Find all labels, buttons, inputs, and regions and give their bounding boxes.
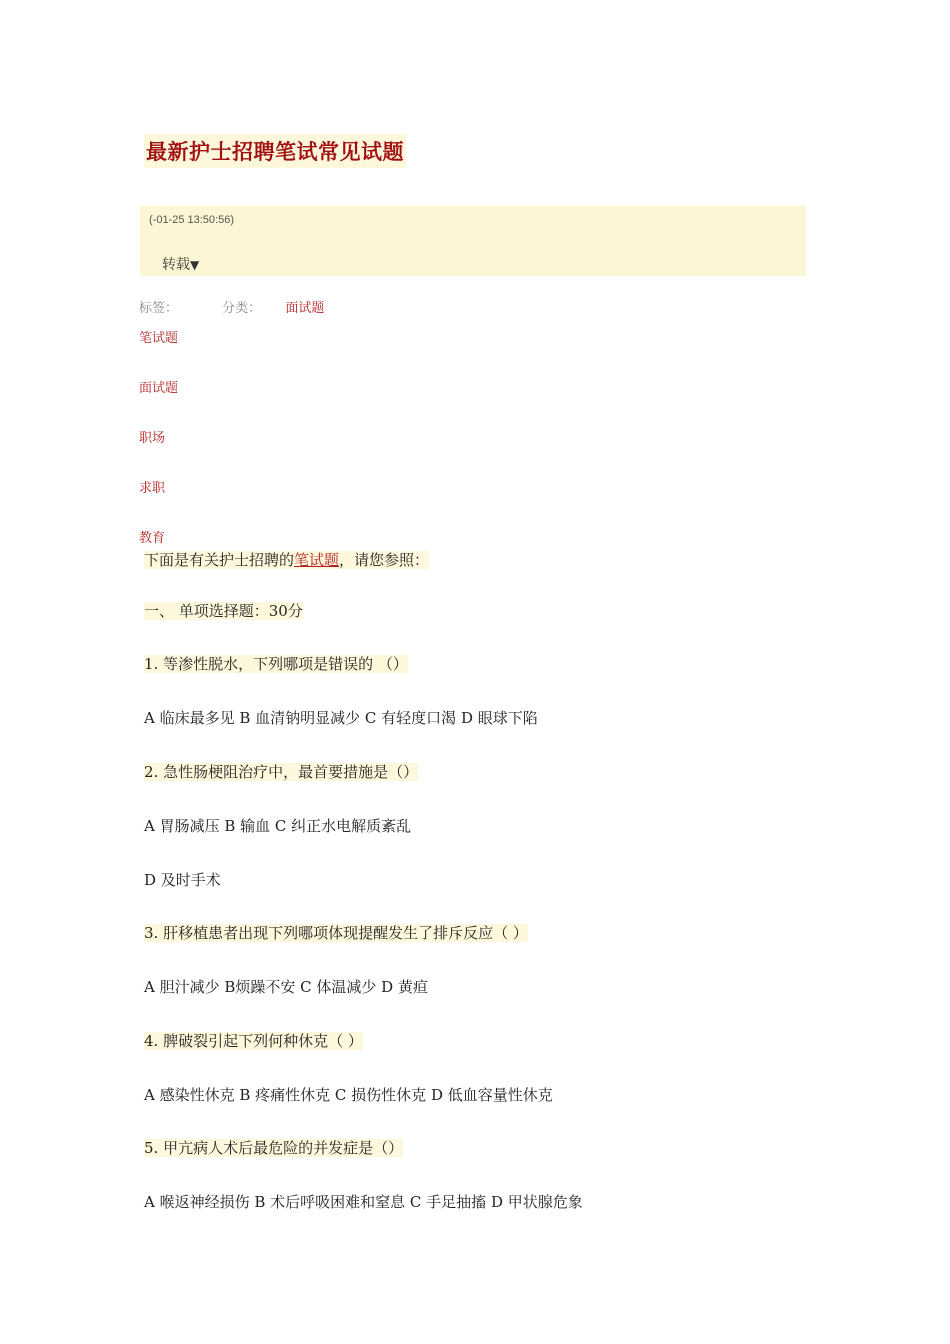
question-line: 2. 急性肠梗阻治疗中，最首要措施是（）: [144, 763, 419, 781]
tag-link[interactable]: 职场: [139, 431, 166, 446]
options-line: A 感染性休克 B 疼痛性休克 C 损伤性休克 D 低血容量性休克: [144, 1086, 553, 1104]
intro-paragraph: [144, 549, 429, 570]
options-line: A 喉返神经损伤 B 术后呼吸困难和窒息 C 手足抽搐 D 甲状腺危象: [144, 1193, 583, 1211]
article-meta-box: [140, 206, 806, 276]
question-line: 1. 等渗性脱水，下列哪项是错误的 （）: [144, 655, 408, 673]
category-link[interactable]: 面试题: [285, 301, 325, 316]
question-line: 3. 肝移植患者出现下列哪项体现提醒发生了排斥反应（ ）: [144, 924, 528, 942]
options-line: A 胆汁减少 B烦躁不安 C 体温减少 D 黄疸: [144, 978, 428, 996]
question-line: 5. 甲亢病人术后最危险的并发症是（）: [144, 1139, 404, 1157]
question-line: 4. 脾破裂引起下列何种休克（ ）: [144, 1032, 363, 1050]
intro-text: 下面是有关护士招聘的: [144, 551, 295, 569]
section-heading: 一、 单项选择题：30分: [144, 602, 303, 620]
options-line: A 胃肠减压 B 输血 C 纠正水电解质紊乱: [144, 817, 412, 835]
tags-label: 标签：: [139, 301, 179, 316]
tag-link[interactable]: 教育: [139, 531, 166, 546]
tag-link[interactable]: 笔试题: [139, 331, 179, 346]
tag-link[interactable]: 求职: [139, 481, 166, 496]
tags-category-row: [139, 297, 324, 316]
article-date: (-01-25 13:50:56): [149, 214, 234, 226]
repost-button[interactable]: [162, 254, 199, 274]
options-line: D 及时手术: [144, 871, 221, 889]
intro-text: ，请您参照：: [339, 551, 430, 569]
article-title: 最新护士招聘笔试常见试题: [144, 134, 406, 168]
options-line: A 临床最多见 B 血清钠明显减少 C 有轻度口渴 D 眼球下陷: [144, 709, 538, 727]
tag-link[interactable]: 面试题: [139, 381, 179, 396]
repost-label: 转载: [162, 257, 190, 273]
written-test-link[interactable]: 笔试题: [294, 551, 340, 569]
category-label: 分类：: [222, 301, 262, 316]
dropdown-arrow-icon: ▼: [190, 258, 200, 272]
